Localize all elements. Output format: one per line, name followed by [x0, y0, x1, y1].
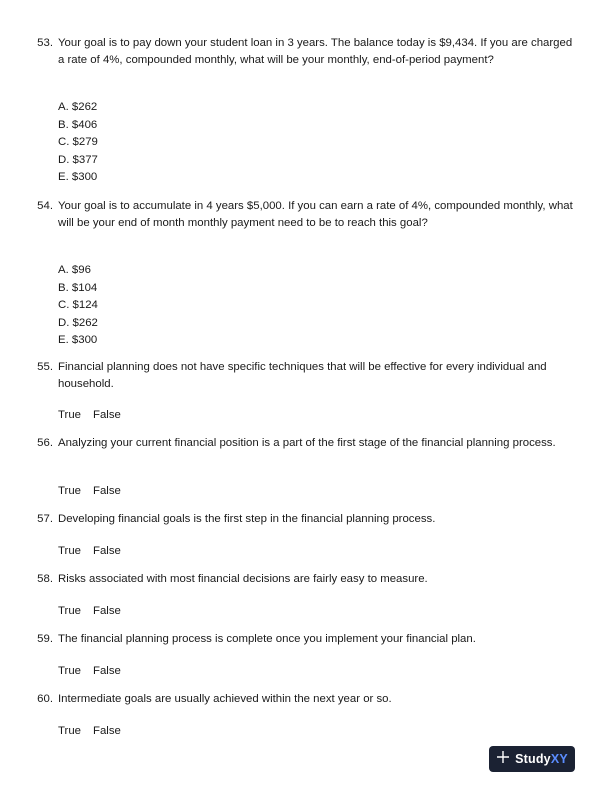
answer-option[interactable]: A. $262: [58, 101, 98, 113]
true-option[interactable]: True: [58, 605, 81, 617]
question-60: [0, 691, 612, 708]
true-false-57: [58, 543, 133, 560]
question-number: 58.: [37, 573, 53, 585]
answer-option[interactable]: C. $279: [58, 136, 98, 148]
plus-icon: [496, 746, 510, 772]
question-number: 54.: [37, 200, 53, 212]
question-text: Developing financial goals is the first step in the financial planning process.: [58, 513, 436, 525]
answer-options-53: [58, 99, 98, 187]
answer-option[interactable]: C. $124: [58, 299, 98, 311]
false-option[interactable]: False: [93, 605, 121, 617]
false-option[interactable]: False: [93, 485, 121, 497]
false-option[interactable]: False: [93, 409, 121, 421]
question-59: [0, 631, 612, 648]
true-false-58: [58, 603, 133, 620]
answer-option[interactable]: D. $262: [58, 316, 98, 329]
true-option[interactable]: True: [58, 409, 81, 421]
question-58: [0, 571, 612, 588]
studyxy-badge[interactable]: [489, 746, 575, 772]
question-text: Risks associated with most financial decisions are fairly easy to measure.: [58, 573, 428, 585]
answer-option[interactable]: D. $377: [58, 153, 98, 166]
answer-options-54: [58, 262, 98, 350]
false-option[interactable]: False: [93, 725, 121, 737]
true-false-56: [58, 483, 133, 500]
answer-option[interactable]: B. $104: [58, 281, 98, 294]
question-text: Analyzing your current financial position is a part of the first stage of the financial planning process.: [58, 437, 556, 449]
false-option[interactable]: False: [93, 545, 121, 557]
answer-option[interactable]: E. $300: [58, 171, 98, 183]
question-number: 53.: [37, 37, 53, 49]
answer-option[interactable]: A. $96: [58, 264, 91, 276]
true-false-60: [58, 723, 133, 740]
question-number: 57.: [37, 513, 53, 525]
question-55: [0, 359, 612, 393]
brand-logo: StudyXY: [515, 751, 568, 766]
true-false-55: [58, 407, 133, 424]
true-option[interactable]: True: [58, 725, 81, 737]
true-option[interactable]: True: [58, 485, 81, 497]
question-number: 59.: [37, 633, 53, 645]
question-text: Your goal is to accumulate in 4 years $5,000. If you can earn a rate of 4%, compounded monthly, what will be your end of month monthly payment need to be to reach this goal?: [58, 200, 573, 229]
question-56: [0, 435, 612, 452]
answer-option[interactable]: E. $300: [58, 334, 98, 346]
question-53: [0, 35, 612, 69]
question-number: 55.: [37, 361, 53, 373]
question-text: Financial planning does not have specific techniques that will be effective for every individual and household.: [58, 361, 547, 390]
true-option[interactable]: True: [58, 545, 81, 557]
question-57: [0, 511, 612, 528]
question-text: Your goal is to pay down your student loan in 3 years. The balance today is $9,434. If you are charged a rate of 4%, compounded monthly, what will be your monthly, end-of-period payment?: [58, 37, 573, 66]
question-number: 56.: [37, 437, 53, 449]
question-54: [0, 198, 612, 232]
question-text: Intermediate goals are usually achieved within the next year or so.: [58, 693, 392, 705]
question-text: The financial planning process is complete once you implement your financial plan.: [58, 633, 476, 645]
false-option[interactable]: False: [93, 665, 121, 677]
true-option[interactable]: True: [58, 665, 81, 677]
question-number: 60.: [37, 693, 53, 705]
answer-option[interactable]: B. $406: [58, 118, 98, 131]
true-false-59: [58, 663, 133, 680]
